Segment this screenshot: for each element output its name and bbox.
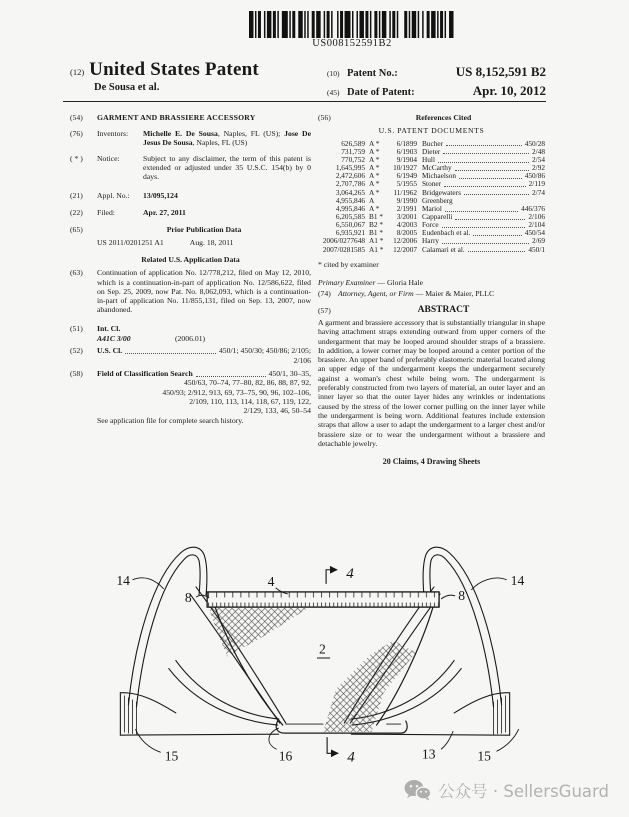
patent-no-label: Patent No.: <box>347 68 398 79</box>
ref-numeral-13: 13 <box>421 746 436 762</box>
us-cl-value: 450/1; 450/30; 450/86; 2/105; <box>218 346 311 356</box>
ref-date: 6/1949 <box>396 171 417 181</box>
reference-row <box>318 246 545 254</box>
references-table <box>318 140 545 254</box>
inventor-1: Michelle E. De Sousa <box>143 128 218 138</box>
inventor-2-loc: , Naples, FL (US) <box>192 138 248 148</box>
ref-numeral-8-left: 8 <box>184 590 192 606</box>
ref-kind-code: A * <box>369 171 380 181</box>
left-band-edge <box>120 693 278 735</box>
field-65-code: (65) <box>70 225 83 235</box>
ref-kind-code: A * <box>369 203 380 213</box>
references-heading: References Cited <box>415 113 472 122</box>
ref-number: 731,759 <box>341 146 365 156</box>
ref-inventor: Bridgewaters <box>422 187 461 197</box>
ref-kind-code: A <box>369 195 375 205</box>
ref-number: 1,645,995 <box>335 163 365 173</box>
field-51-code: (51) <box>70 323 83 333</box>
ref-date: 8/2005 <box>396 228 417 238</box>
leader-dots <box>464 189 529 196</box>
section-numeral-4-top: 4 <box>346 565 354 582</box>
ref-inventor: Eudenbach et al. <box>422 228 471 238</box>
leader-dots <box>468 246 526 253</box>
int-cl-class: A41C 3/00 <box>97 334 131 344</box>
field-52-code: (52) <box>70 346 83 356</box>
cited-by-examiner-note: * cited by examiner <box>318 259 379 269</box>
ref-number: 4,995,846 <box>335 203 365 213</box>
see-application-note: See application file for complete search history. <box>97 416 244 426</box>
leader-dots <box>196 369 266 377</box>
right-column <box>318 113 545 466</box>
right-shoulder-strap-inner <box>430 555 494 707</box>
barcode-bars <box>249 11 455 38</box>
ref-kind-code: A1 * <box>369 244 384 254</box>
ref-inventor: Greenberg <box>422 195 453 205</box>
filed-value: Apr. 27, 2011 <box>143 208 186 218</box>
appl-no-value: 13/095,124 <box>143 190 178 200</box>
filed-label: Filed: <box>97 208 115 218</box>
field-search-line: 450/63, 70–74, 77–80, 82, 86, 88, 87, 92, <box>183 378 311 388</box>
patent-number: US 8,152,591 B2 <box>455 64 546 79</box>
abstract-text: A garment and brassiere accessory that is substantially triangular in shape having attachment straps extending outward from upper corners of the undergarment that may be looped around shoulder straps of a brassiere. In addition, a lower corner may be looped around a center portion of the brassiere. An upper band of preferably elastomeric material located along an upper edge of the undergarment keeps the undergarment securely against a woman's chest while being worn. The undergarment is preferably constructed from two layers of material, an outer layer and an inner layer so that the outer layer hides any wrinkles or indentations caused by the stress of the lower corner pulling on the inner layer while the undergarment is being worn. Additional features include extension straps that allow a user to adapt the undergarment to a larger chest and/or brassiere size or to wear the undergarment without a brassiere and detachable jewelry. <box>318 317 545 448</box>
header-left <box>70 59 259 93</box>
ref-numeral-4-top: 4 <box>267 573 275 589</box>
ref-classification: 450/1 <box>528 244 545 254</box>
ref-numeral-15-right: 15 <box>477 748 491 764</box>
attorney-name: — Maier & Maier, PLLC <box>415 289 495 299</box>
ref-numeral-8-right: 8 <box>458 588 466 604</box>
ref-kind-code: B1 * <box>369 212 383 221</box>
field-54-code: (54) <box>70 113 83 122</box>
ref-number: 2,472,606 <box>335 171 365 181</box>
barcode <box>249 11 455 50</box>
ref-date: 2/1991 <box>396 203 417 213</box>
ref-date: 11/1962 <box>393 187 417 197</box>
left-band-hatch <box>124 696 136 734</box>
prior-pub-date: Aug. 18, 2011 <box>189 237 234 247</box>
prior-pub-number: US 2011/0201251 A1 <box>97 237 164 247</box>
ref-inventor: Capparelli <box>422 212 453 221</box>
leader-dots <box>459 172 522 179</box>
inventor-2: Jose De Jesus De Sousa <box>143 128 311 148</box>
ref-number: 6,935,921 <box>335 228 365 238</box>
field-search-line: 450/93; 2/912, 913, 69, 73–75, 90, 96, 102–106, <box>162 387 311 397</box>
us-patent-documents-heading: U.S. PATENT DOCUMENTS <box>378 126 485 136</box>
field-57-code: (57) <box>318 305 331 315</box>
leader-dots <box>455 164 529 171</box>
ref-kind-code: A * <box>369 154 380 164</box>
leader-dots <box>446 140 522 147</box>
ref-classification: 2/104 <box>528 220 545 230</box>
ref-inventor: Hull <box>422 154 435 164</box>
field-56-code: (56) <box>318 113 331 122</box>
ref-kind-code: A * <box>369 163 380 173</box>
ref-classification: 2/106 <box>528 212 545 221</box>
field-21-code: (21) <box>70 190 83 200</box>
ref-kind-code: A1 * <box>369 236 384 246</box>
ref-kind-code: A * <box>369 138 380 148</box>
field-search-first: 450/1, 30–35, <box>268 368 311 378</box>
leader-dots <box>444 180 526 187</box>
related-data-text: Continuation of application No. 12/778,212, filed on May 12, 2010, which is a continuation-in-part of application No. 12/586,622, filed on Sep. 25, 2009, now Pat. No. 8,062,093, which is a continuation-in-part of application No. 11/855,131, filed on Sep. 13, 2007, now abandoned. <box>97 268 311 315</box>
left-column <box>70 113 311 426</box>
ref-inventor: Harry <box>422 236 440 246</box>
ref-inventor: Bucher <box>422 138 444 148</box>
wechat-icon <box>404 779 431 801</box>
ref-date: 9/1990 <box>396 195 417 205</box>
ref-classification: 2/48 <box>532 146 545 156</box>
ref-classification: 450/54 <box>524 228 545 238</box>
ref-number: 4,955,846 <box>335 195 365 205</box>
patent-drawing <box>78 538 552 778</box>
appl-no-label: Appl. No.: <box>97 190 130 200</box>
field-search-lines <box>70 378 311 415</box>
date-of-patent-label: Date of Patent: <box>347 87 415 98</box>
ref-inventor: Stoner <box>422 179 442 189</box>
ref-kind-code: A * <box>369 187 380 197</box>
abstract-heading: ABSTRACT <box>417 304 470 315</box>
right-band-hatch <box>494 696 506 734</box>
field-search-line: 2/129, 133, 46, 50–54 <box>243 406 311 416</box>
attorney-label: Attorney, Agent, or Firm <box>338 289 414 299</box>
ref-numeral-14-left: 14 <box>116 572 130 588</box>
ref-numeral-2: 2 <box>319 641 326 657</box>
us-cl-value-2: 2/106 <box>293 355 311 365</box>
int-cl-label: Int. Cl. <box>97 323 121 333</box>
notice-label: Notice: <box>97 153 120 163</box>
int-cl-year: (2006.01) <box>175 334 206 344</box>
ref-number: 6,205,585 <box>335 212 365 221</box>
ref-numeral-15-left: 15 <box>164 748 179 764</box>
ref-number: 2007/0281585 <box>322 244 365 254</box>
ref-classification: 2/54 <box>532 154 545 164</box>
field-58-code: (58) <box>70 368 83 378</box>
bra-left-half <box>120 547 285 735</box>
leader-dots <box>438 156 529 163</box>
drawing-svg <box>78 538 552 778</box>
ref-classification: 2/119 <box>528 179 545 189</box>
upper-band-ticks <box>207 592 439 607</box>
related-data-heading: Related U.S. Application Data <box>141 254 240 264</box>
ref-kind-code: B1 * <box>369 228 383 238</box>
field-search-label: Field of Classification Search <box>97 368 193 378</box>
leader-dots <box>456 197 542 204</box>
primary-examiner-name: — Gloria Hale <box>377 278 424 288</box>
ref-inventor: McCarthy <box>422 163 452 173</box>
ref-date: 4/2003 <box>396 220 417 230</box>
leader-dots <box>473 229 521 236</box>
ref-number: 626,589 <box>341 138 365 148</box>
ref-classification: 2/92 <box>532 163 545 173</box>
leader-dots <box>442 237 529 244</box>
ref-date: 6/1899 <box>396 138 417 148</box>
claims-line: 20 Claims, 4 Drawing Sheets <box>382 457 481 467</box>
ref-inventor: Force <box>422 220 439 230</box>
ref-classification: 446/376 <box>521 203 545 213</box>
examiner-block <box>318 278 545 299</box>
ref-numeral-14-right: 14 <box>510 572 525 588</box>
leader-dots <box>455 213 525 220</box>
watermark-text: 公众号 · SellersGuard <box>438 782 609 801</box>
applicant-name: De Sousa et al. <box>94 82 160 93</box>
ref-date: 12/2006 <box>393 236 417 246</box>
inventors-label: Inventors: <box>97 128 129 138</box>
ref-number: 2006/0277648 <box>322 236 365 246</box>
left-underwire-arc-2 <box>176 661 279 719</box>
us-cl-label: U.S. Cl. <box>97 346 123 356</box>
ref-classification: 450/86 <box>524 171 545 181</box>
ref-numeral-16: 16 <box>278 748 293 764</box>
ink-code-12: (12) <box>70 67 85 77</box>
prior-pub-heading: Prior Publication Data <box>166 225 242 235</box>
ref-number: 3,064,265 <box>335 187 365 197</box>
leader-dots <box>445 205 518 212</box>
inventors-value <box>143 129 311 148</box>
ref-date: 5/1955 <box>396 179 417 189</box>
ref-kind-code: A * <box>369 146 380 156</box>
document-title: United States Patent <box>89 59 259 80</box>
ref-classification: 2/69 <box>532 236 545 246</box>
field-74-code: (74) <box>318 289 331 299</box>
ref-date: 3/2001 <box>396 212 417 221</box>
ref-date: 9/1904 <box>396 154 417 164</box>
ref-kind-code: B2 * <box>369 220 383 230</box>
watermark-footer <box>404 778 609 802</box>
invention-title: GARMENT AND BRASSIERE ACCESSORY <box>97 113 256 122</box>
leader-dots <box>442 221 526 228</box>
field-22-code: (22) <box>70 208 83 218</box>
leader-dots <box>125 346 216 354</box>
field-76-code: (76) <box>70 128 83 138</box>
ref-date: 12/2007 <box>393 244 417 254</box>
ref-classification: 2/74 <box>532 187 545 197</box>
ref-inventor: Dieter <box>422 146 441 156</box>
section-numeral-4-bottom: 4 <box>347 749 355 766</box>
leader-dots <box>443 148 529 155</box>
inventor-1-loc: , Naples, FL (US); <box>217 128 281 138</box>
header-divider <box>63 101 546 102</box>
date-of-patent: Apr. 10, 2012 <box>472 83 546 98</box>
ink-code-45: (45) <box>327 88 340 97</box>
field-63-code: (63) <box>70 268 83 278</box>
ref-number: 2,707,786 <box>335 179 365 189</box>
ref-kind-code: A * <box>369 179 380 189</box>
ref-number: 6,550,067 <box>335 220 365 230</box>
ref-inventor: Mariol <box>422 203 442 213</box>
primary-examiner-label: Primary Examiner <box>318 278 376 288</box>
ref-classification: 450/28 <box>524 138 545 148</box>
accessory-hatch-upper <box>209 608 308 656</box>
ref-number: 770,752 <box>341 154 365 164</box>
ref-date: 10/1927 <box>393 163 417 173</box>
header-right <box>327 64 546 99</box>
barcode-number: US008152591B2 <box>312 38 392 49</box>
notice-text: Subject to any disclaimer, the term of this patent is extended or adjusted under 35 U.S.C. 154(b) by 0 days. <box>143 153 311 182</box>
ref-date: 6/1903 <box>396 146 417 156</box>
ref-inventor: Michaelson <box>422 171 457 181</box>
notice-asterisk-code: ( * ) <box>70 153 83 163</box>
ink-code-10: (10) <box>327 69 340 78</box>
ref-inventor: Calamari et al. <box>422 244 465 254</box>
accessory-hatch-lower <box>323 640 416 732</box>
field-search-line: 2/109, 110, 113, 114, 118, 67, 119, 122, <box>189 396 311 406</box>
